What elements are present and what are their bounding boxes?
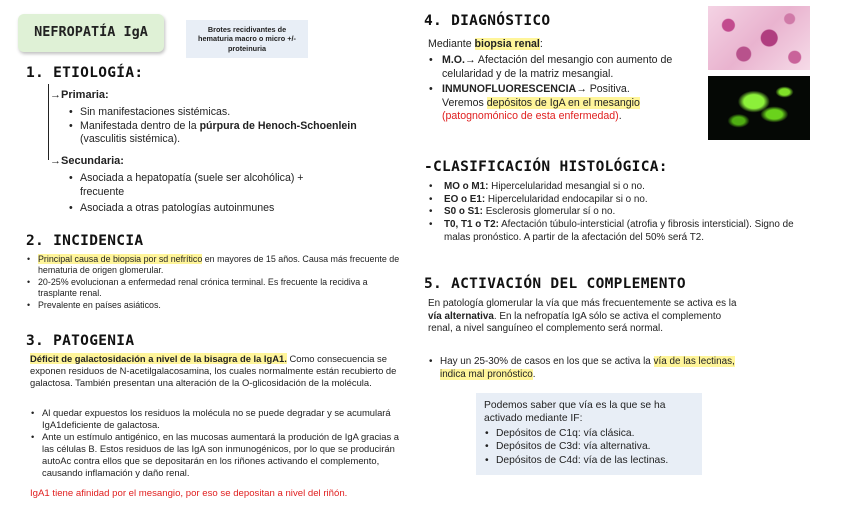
page-title-text: NEFROPATÍA IgA [34,24,148,41]
complement-pathway-box [476,393,702,475]
arrow-right-icon: → [50,89,61,101]
diagnostico-heading: 4. DIAGNÓSTICO [424,13,551,29]
list-item: • EO o E1: Hipercelularidad endocapilar si o no. [428,194,810,207]
list-item: • M.O.→ Afectación del mesangio con aumento de celularidad y de la matriz mesangial. [428,54,698,81]
page-title [18,14,164,52]
diagnostico-intro: Mediante biopsia renal: [428,38,543,50]
primaria-label: →Primaria: [50,89,109,101]
patogenia-list [30,407,410,479]
complemento-paragraph: En patología glomerular la vía que más frecuentemente se activa es la vía alternativa. En la nefropatía IgA sólo se activa el complemento renal, a nivel sanguíneo el complemento será normal. [428,298,737,335]
list-item: • Sin manifestaciones sistémicas. [68,106,358,120]
list-item: • T0, T1 o T2: Afectación túbulo-intersticial (atrofia y fibrosis intersticial). Signo de malas pronóstico. A partir de la afectación del 50% será T2. [428,219,810,244]
incidencia-heading: 2. INCIDENCIA [26,233,144,249]
immunofluorescence-photo [708,76,810,140]
infobox-intro: Podemos saber que vía es la que se ha activado mediante IF: [484,400,666,425]
infobox-list [484,427,694,467]
complemento-list [428,356,748,381]
primaria-list [68,106,358,147]
list-item: • Al quedar expuestos los residuos la molécula no se puede degradar y se acumulará IgA1deficiente de galactosa. [30,407,410,431]
list-item: • Hay un 25-30% de casos en los que se activa la vía de las lectinas, indica mal pronóstico. [428,356,748,381]
summary-note [186,20,308,58]
etiologia-heading: 1. ETIOLOGÍA: [26,65,144,81]
clasificacion-list [428,181,810,244]
list-item: • S0 o S1: Esclerosis glomerular sí o no. [428,206,810,219]
clasificacion-heading: -CLASIFICACIÓN HISTOLÓGICA: [424,159,668,175]
list-item: • 20-25% evolucionan a enfermedad renal crónica terminal. Es frecuente la recidiva a trasplante renal. [26,277,408,300]
list-item: • MO o M1: Hipercelularidad mesangial si o no. [428,181,810,194]
secundaria-label: →Secundaria: [50,155,124,167]
list-item: • Prevalente en países asiáticos. [26,300,408,311]
list-item: • Principal causa de biopsia por sd nefrítico en mayores de 15 años. Causa más frecuente de hematuria de origen glomerular. [26,254,408,277]
patogenia-footer: IgA1 tiene afinidad por el mesangio, por eso se depositan a nivel del riñón. [30,488,348,499]
summary-note-text: Brotes recidivantes de hematuria macro o micro +/- proteinuria [198,25,296,53]
histology-photo [708,6,810,70]
list-item: • Asociada a hepatopatía (suele ser alcohólica) + frecuente [68,172,338,199]
list-item: • Depósitos de C1q: vía clásica. [484,427,694,440]
arrow-right-icon: → [50,155,61,167]
secundaria-list [68,172,368,216]
list-item: • Ante un estímulo antigénico, en las mucosas aumentará la produción de IgA gracias a las células B. Estos residuos de las IgA son inmunogénicos, por lo que se producirán autoAc contra ellos que se depositarán en los riñones activando el complemento, causando inflamación y daño renal. [30,431,410,479]
list-item: • INMUNOFLUORESCENCIA→ Positiva. Veremos depósitos de IgA en el mesangio (patognomónico de esta enfermedad). [428,83,698,124]
patogenia-intro: Déficit de galactosidación a nivel de la bisagra de la IgA1. Como consecuencia se exponen residuos de N-acetilgalacosamina, los cuales normalmente están recubierto de galactosa. También presentan una alteración de la O-glicosidación de la molécula. [30,353,397,389]
list-item: • Manifestada dentro de la púrpura de Henoch-Schoenlein (vasculitis sistémica). [68,120,358,147]
incidencia-list [26,254,408,311]
list-item: • Depósitos de C4d: vía de las lectinas. [484,454,694,467]
diagnostico-list [428,54,698,124]
list-item: • Depósitos de C3d: vía alternativa. [484,440,694,453]
list-item: • Asociada a otras patologías autoinmunes [68,202,368,216]
complemento-heading: 5. ACTIVACIÓN DEL COMPLEMENTO [424,276,686,292]
patogenia-heading: 3. PATOGENIA [26,333,135,349]
